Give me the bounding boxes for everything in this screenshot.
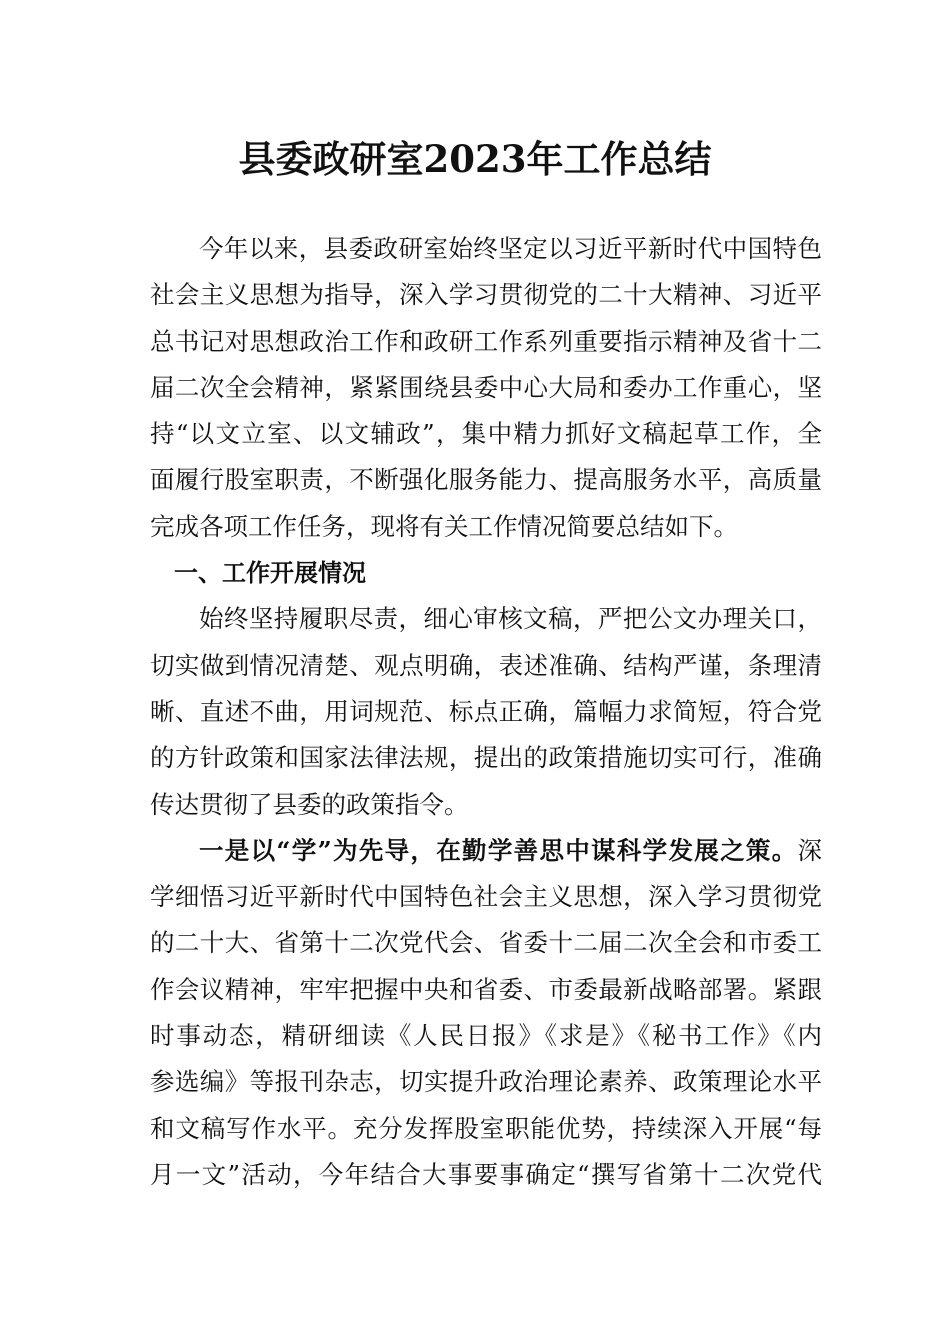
section-heading: 一、工作开展情况 xyxy=(174,559,366,588)
paragraph-1-line-3: 总书记对思想政治工作和政研工作系列重要指示精神及省十二 xyxy=(150,326,822,356)
paragraph-3-line-7: 和文稿写作水平。充分发挥股室职能优势，持续深入开展“每 xyxy=(150,1113,822,1143)
paragraph-1-line-1: 今年以来，县委政研室始终坚定以习近平新时代中国特色 xyxy=(199,234,822,263)
paragraph-3-line-2: 学细悟习近平新时代中国特色社会主义思想，深入学习贯彻党 xyxy=(150,882,822,912)
paragraph-2-line-3: 晰、直述不曲，用词规范、标点正确，篇幅力求简短，符合党 xyxy=(150,696,822,726)
document-title: 县委政研室2023年工作总结 xyxy=(238,137,712,181)
paragraph-3-line-8: 月一文”活动，今年结合大事要事确定“撰写省第十二次党代 xyxy=(150,1159,822,1189)
paragraph-1-line-7: 完成各项工作任务，现将有关工作情况简要总结如下。 xyxy=(150,511,738,541)
paragraph-1-line-2: 社会主义思想为指导，深入学习贯彻党的二十大精神、习近平 xyxy=(150,280,822,310)
paragraph-2-line-5: 传达贯彻了县委的政策指令。 xyxy=(150,789,469,819)
paragraph-2-line-4: 的方针政策和国家法律法规，提出的政策措施切实可行，准确 xyxy=(150,743,822,773)
paragraph-2-line-1: 始终坚持履职尽责，细心审核文稿，严把公文办理关口， xyxy=(199,604,822,634)
paragraph-3-line-4: 作会议精神，牢牢把握中央和省委、市委最新战略部署。紧跟 xyxy=(150,974,822,1004)
document-body xyxy=(150,226,822,1198)
paragraph-3-line-5: 时事动态，精研细读《人民日报》《求是》《秘书工作》《内 xyxy=(150,1021,822,1051)
paragraph-3-line-1 xyxy=(150,828,822,874)
paragraph-2-line-2: 切实做到情况清楚、观点明确，表述准确、结构严谨，条理清 xyxy=(150,650,822,680)
paragraph-1-line-5: 持“以文立室、以文辅政”，集中精力抓好文稿起草工作，全 xyxy=(150,419,822,449)
paragraph-1-line-6: 面履行股室职责，不断强化服务能力、提高服务水平，高质量 xyxy=(150,465,822,495)
paragraph-3-line-3: 的二十大、省第十二次党代会、省委十二届二次全会和市委工 xyxy=(150,928,822,958)
paragraph-3-lead: 一是以“学”为先导，在勤学善思中谋科学发展之策。 xyxy=(199,835,798,865)
paragraph-1-line-4: 届二次全会精神，紧紧围绕县委中心大局和委办工作重心，坚 xyxy=(150,372,822,402)
paragraph-3-line-6: 参选编》等报刊杂志，切实提升政治理论素养、政策理论水平 xyxy=(150,1067,822,1097)
paragraph-3-lead-rest: 深 xyxy=(797,835,822,865)
